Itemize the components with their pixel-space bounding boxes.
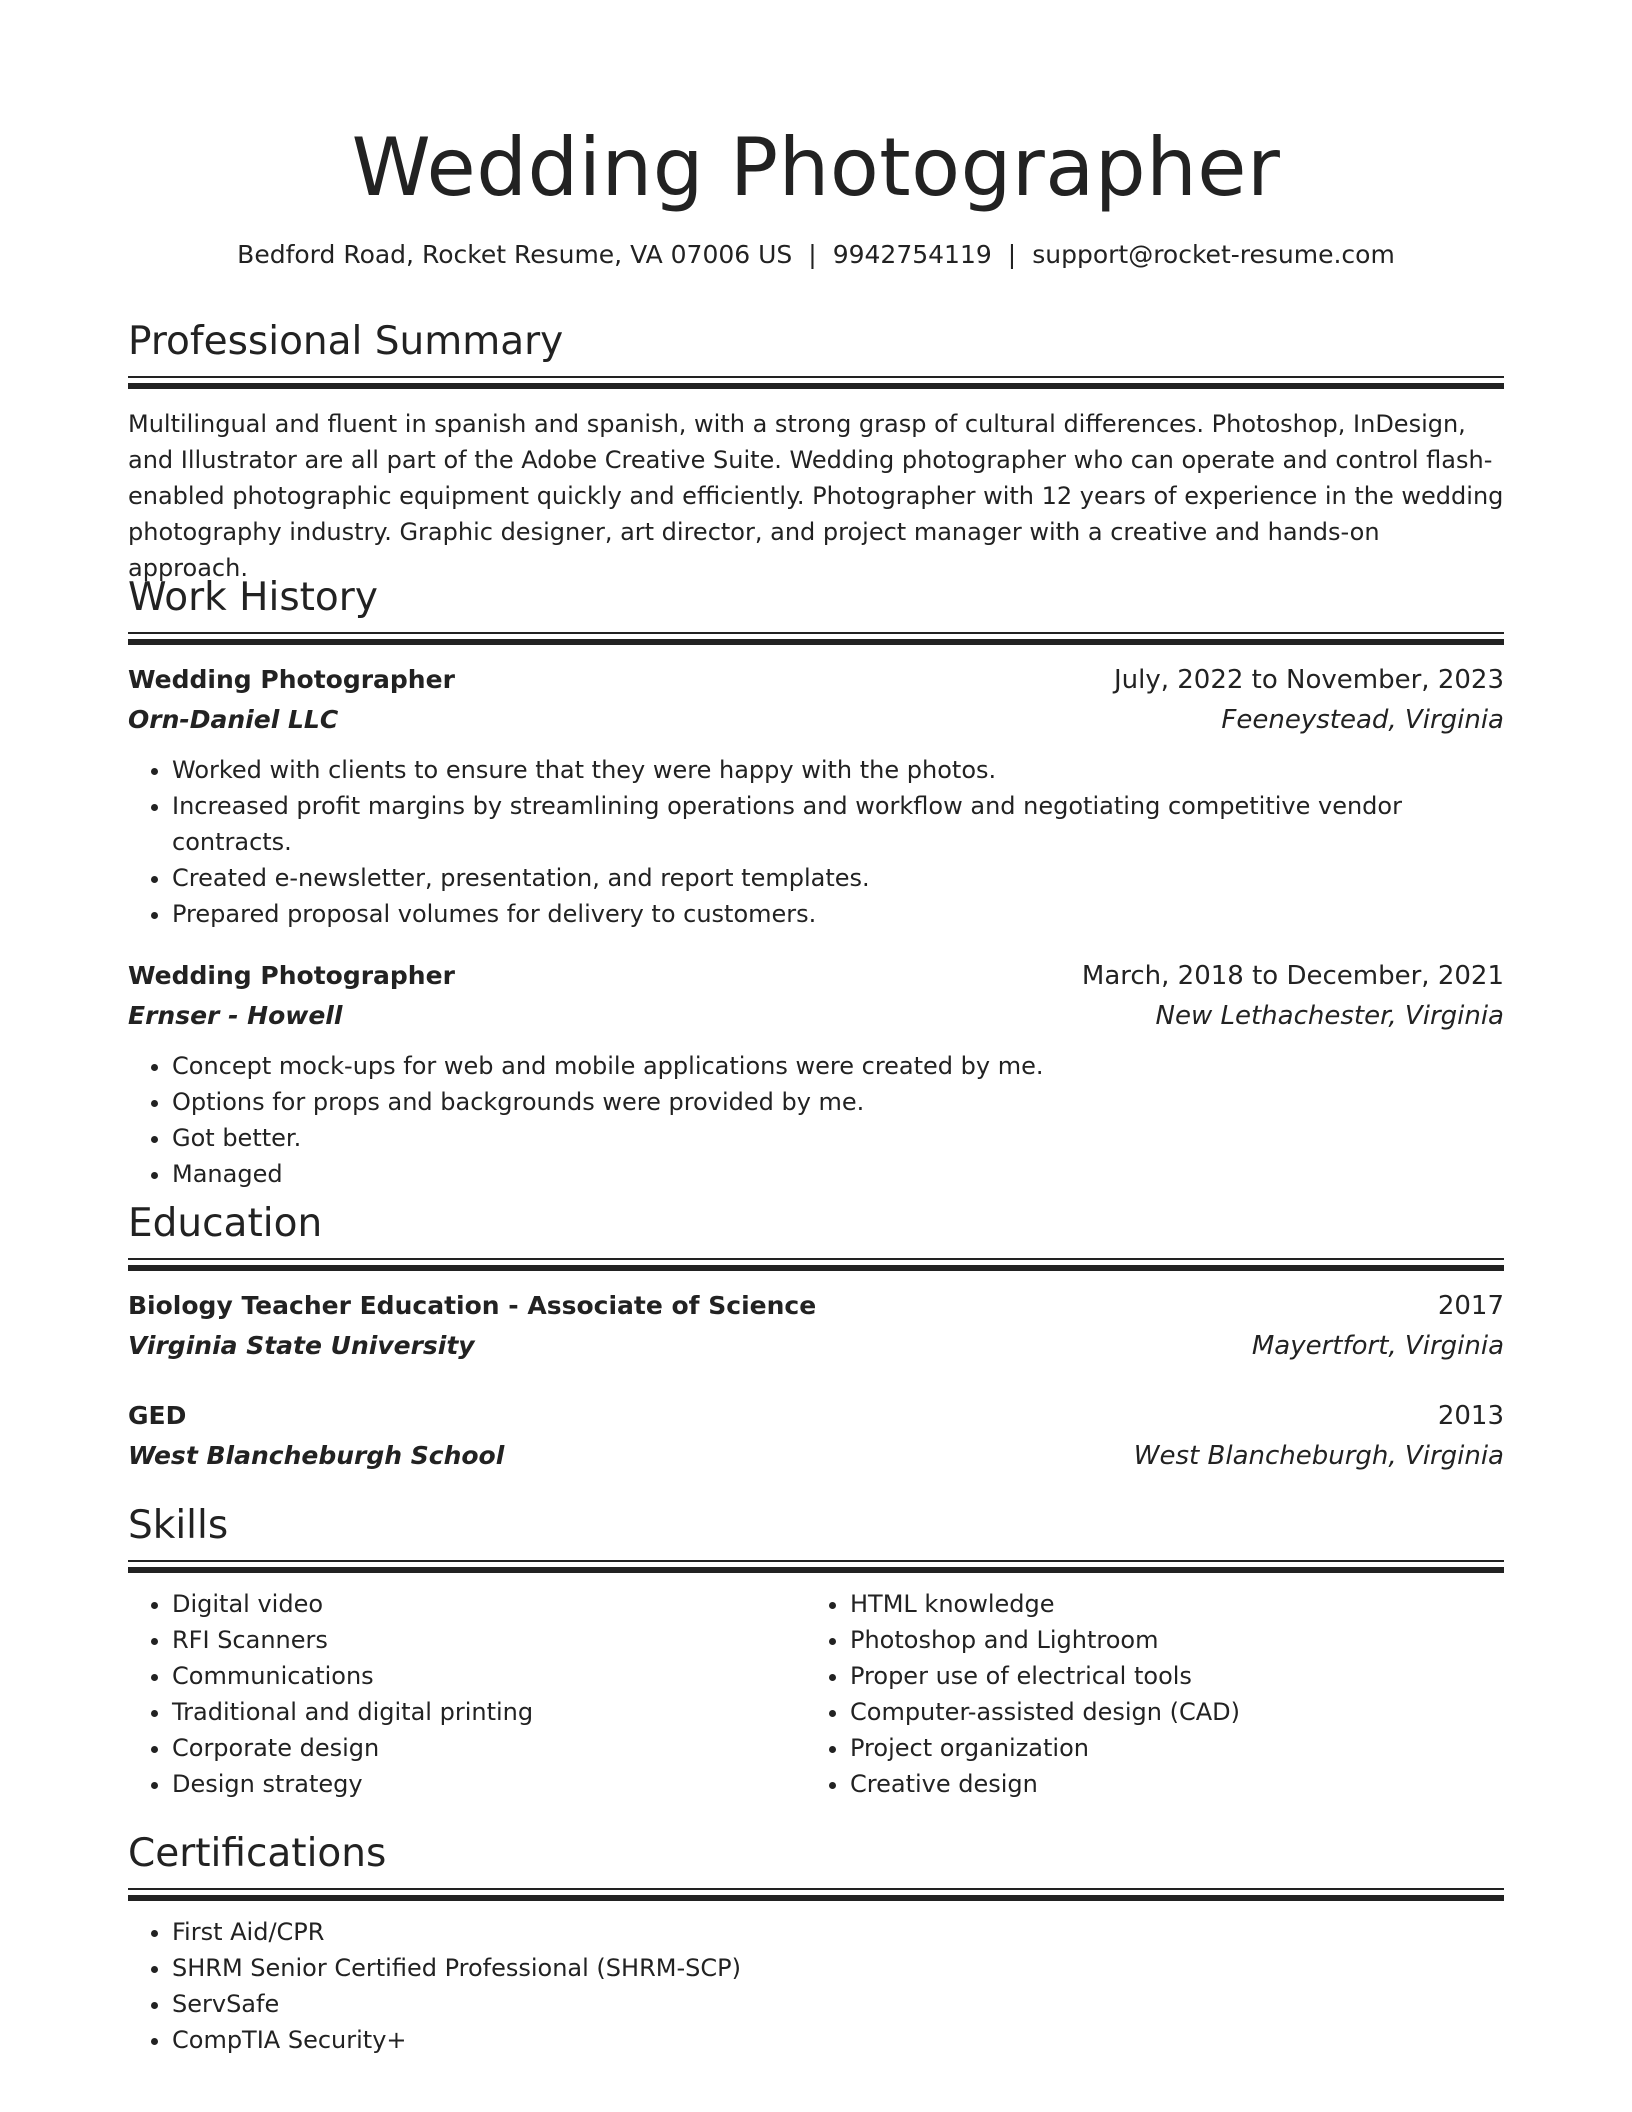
list-item: • Concept mock-ups for web and mobile applications were created by me.	[172, 1048, 1504, 1084]
section-title: Certifications	[128, 1831, 387, 1876]
section-divider	[128, 632, 1504, 646]
list-item: • CompTIA Security+	[172, 2022, 1504, 2058]
skills-section	[128, 1502, 1504, 1802]
section-divider	[128, 1258, 1504, 1272]
list-item: • SHRM Senior Certified Professional (SHRM-SCP)	[172, 1950, 1504, 1986]
skills-column-right	[806, 1574, 1484, 1802]
school-name: Virginia State University	[128, 1331, 475, 1360]
section-divider	[128, 1888, 1504, 1902]
skills-columns	[128, 1574, 1504, 1802]
resume-name: Wedding Photographer	[351, 121, 1281, 214]
list-item: • Creative design	[850, 1766, 1484, 1802]
contact-line	[128, 238, 1504, 272]
job-bullets	[128, 1048, 1504, 1192]
job-location: New Lethachester, Virginia	[1155, 1001, 1504, 1031]
list-item: • HTML knowledge	[850, 1586, 1484, 1622]
contact-separator: |	[1007, 240, 1017, 269]
list-item: • ServSafe	[172, 1986, 1504, 2022]
degree-title: GED	[128, 1401, 187, 1430]
summary-section	[128, 318, 1504, 586]
list-item: • Proper use of electrical tools	[850, 1658, 1484, 1694]
list-item: • Options for props and backgrounds were provided by me.	[172, 1084, 1504, 1120]
job-title: Wedding Photographer	[128, 665, 455, 694]
list-item: • Traditional and digital printing	[172, 1694, 806, 1730]
list-item: • Digital video	[172, 1586, 806, 1622]
job-location: Feeneystead, Virginia	[1221, 705, 1504, 735]
list-item: • Created e-newsletter, presentation, and report templates.	[172, 860, 1504, 896]
degree-title: Biology Teacher Education - Associate of Science	[128, 1291, 817, 1320]
list-item: • Got better.	[172, 1120, 1504, 1156]
skills-column-left	[128, 1574, 806, 1802]
skills-list	[806, 1586, 1484, 1802]
summary-text: Multilingual and fluent in spanish and spanish, with a strong grasp of cultural differences. Photoshop, InDesign, and Illustrator are all part of the Adobe Creative Suite. Wedding photographer who can operate and control flash-enabled photographic equipment quickly and efficiently. Photographer with 12 years of experience in the wedding photography industry. Graphic designer, art director, and project manager with a creative and hands-on approach.	[128, 410, 1504, 582]
list-item: • Design strategy	[172, 1766, 806, 1802]
job-company: Orn-Daniel LLC	[128, 705, 339, 734]
section-divider	[128, 1560, 1504, 1574]
education-entry	[128, 1286, 1504, 1366]
list-item: • Managed	[172, 1156, 1504, 1192]
job-bullets	[128, 752, 1504, 932]
job-entry	[128, 956, 1504, 1192]
list-item: • Worked with clients to ensure that they were happy with the photos.	[172, 752, 1504, 788]
job-entry	[128, 660, 1504, 932]
list-item: • Project organization	[850, 1730, 1484, 1766]
list-item: • RFI Scanners	[172, 1622, 806, 1658]
school-location: Mayertfort, Virginia	[1251, 1331, 1504, 1361]
school-location: West Blancheburgh, Virginia	[1133, 1441, 1504, 1471]
list-item: • Corporate design	[172, 1730, 806, 1766]
job-dates: July, 2022 to November, 2023	[1113, 665, 1504, 695]
job-dates: March, 2018 to December, 2021	[1081, 961, 1504, 991]
skills-list	[128, 1586, 806, 1802]
contact-separator: |	[808, 240, 817, 269]
certifications-list	[128, 1914, 1504, 2058]
education-year: 2017	[1437, 1291, 1504, 1321]
contact-address: Bedford Road, Rocket Resume, VA 07006 US	[237, 240, 793, 269]
list-item: • Prepared proposal volumes for delivery to customers.	[172, 896, 1504, 932]
section-title: Professional Summary	[128, 319, 564, 364]
education-year: 2013	[1437, 1401, 1504, 1431]
list-item: • First Aid/CPR	[172, 1914, 1504, 1950]
education-section	[128, 1200, 1504, 1476]
school-name: West Blancheburgh School	[128, 1441, 505, 1470]
section-title: Skills	[128, 1503, 229, 1548]
job-title: Wedding Photographer	[128, 961, 455, 990]
list-item: • Increased profit margins by streamlining operations and workflow and negotiating competitive vendor contracts.	[172, 788, 1504, 860]
list-item: • Communications	[172, 1658, 806, 1694]
section-divider	[128, 376, 1504, 390]
contact-phone: 9942754119	[832, 240, 992, 269]
section-title: Education	[128, 1201, 323, 1246]
work-history-section	[128, 574, 1504, 1192]
contact-email: support@rocket-resume.com	[1032, 240, 1395, 269]
list-item: • Computer-assisted design (CAD)	[850, 1694, 1484, 1730]
section-title: Work History	[128, 575, 378, 620]
job-company: Ernser - Howell	[128, 1001, 343, 1030]
education-entry	[128, 1396, 1504, 1476]
certifications-section	[128, 1830, 1504, 2058]
list-item: • Photoshop and Lightroom	[850, 1622, 1484, 1658]
